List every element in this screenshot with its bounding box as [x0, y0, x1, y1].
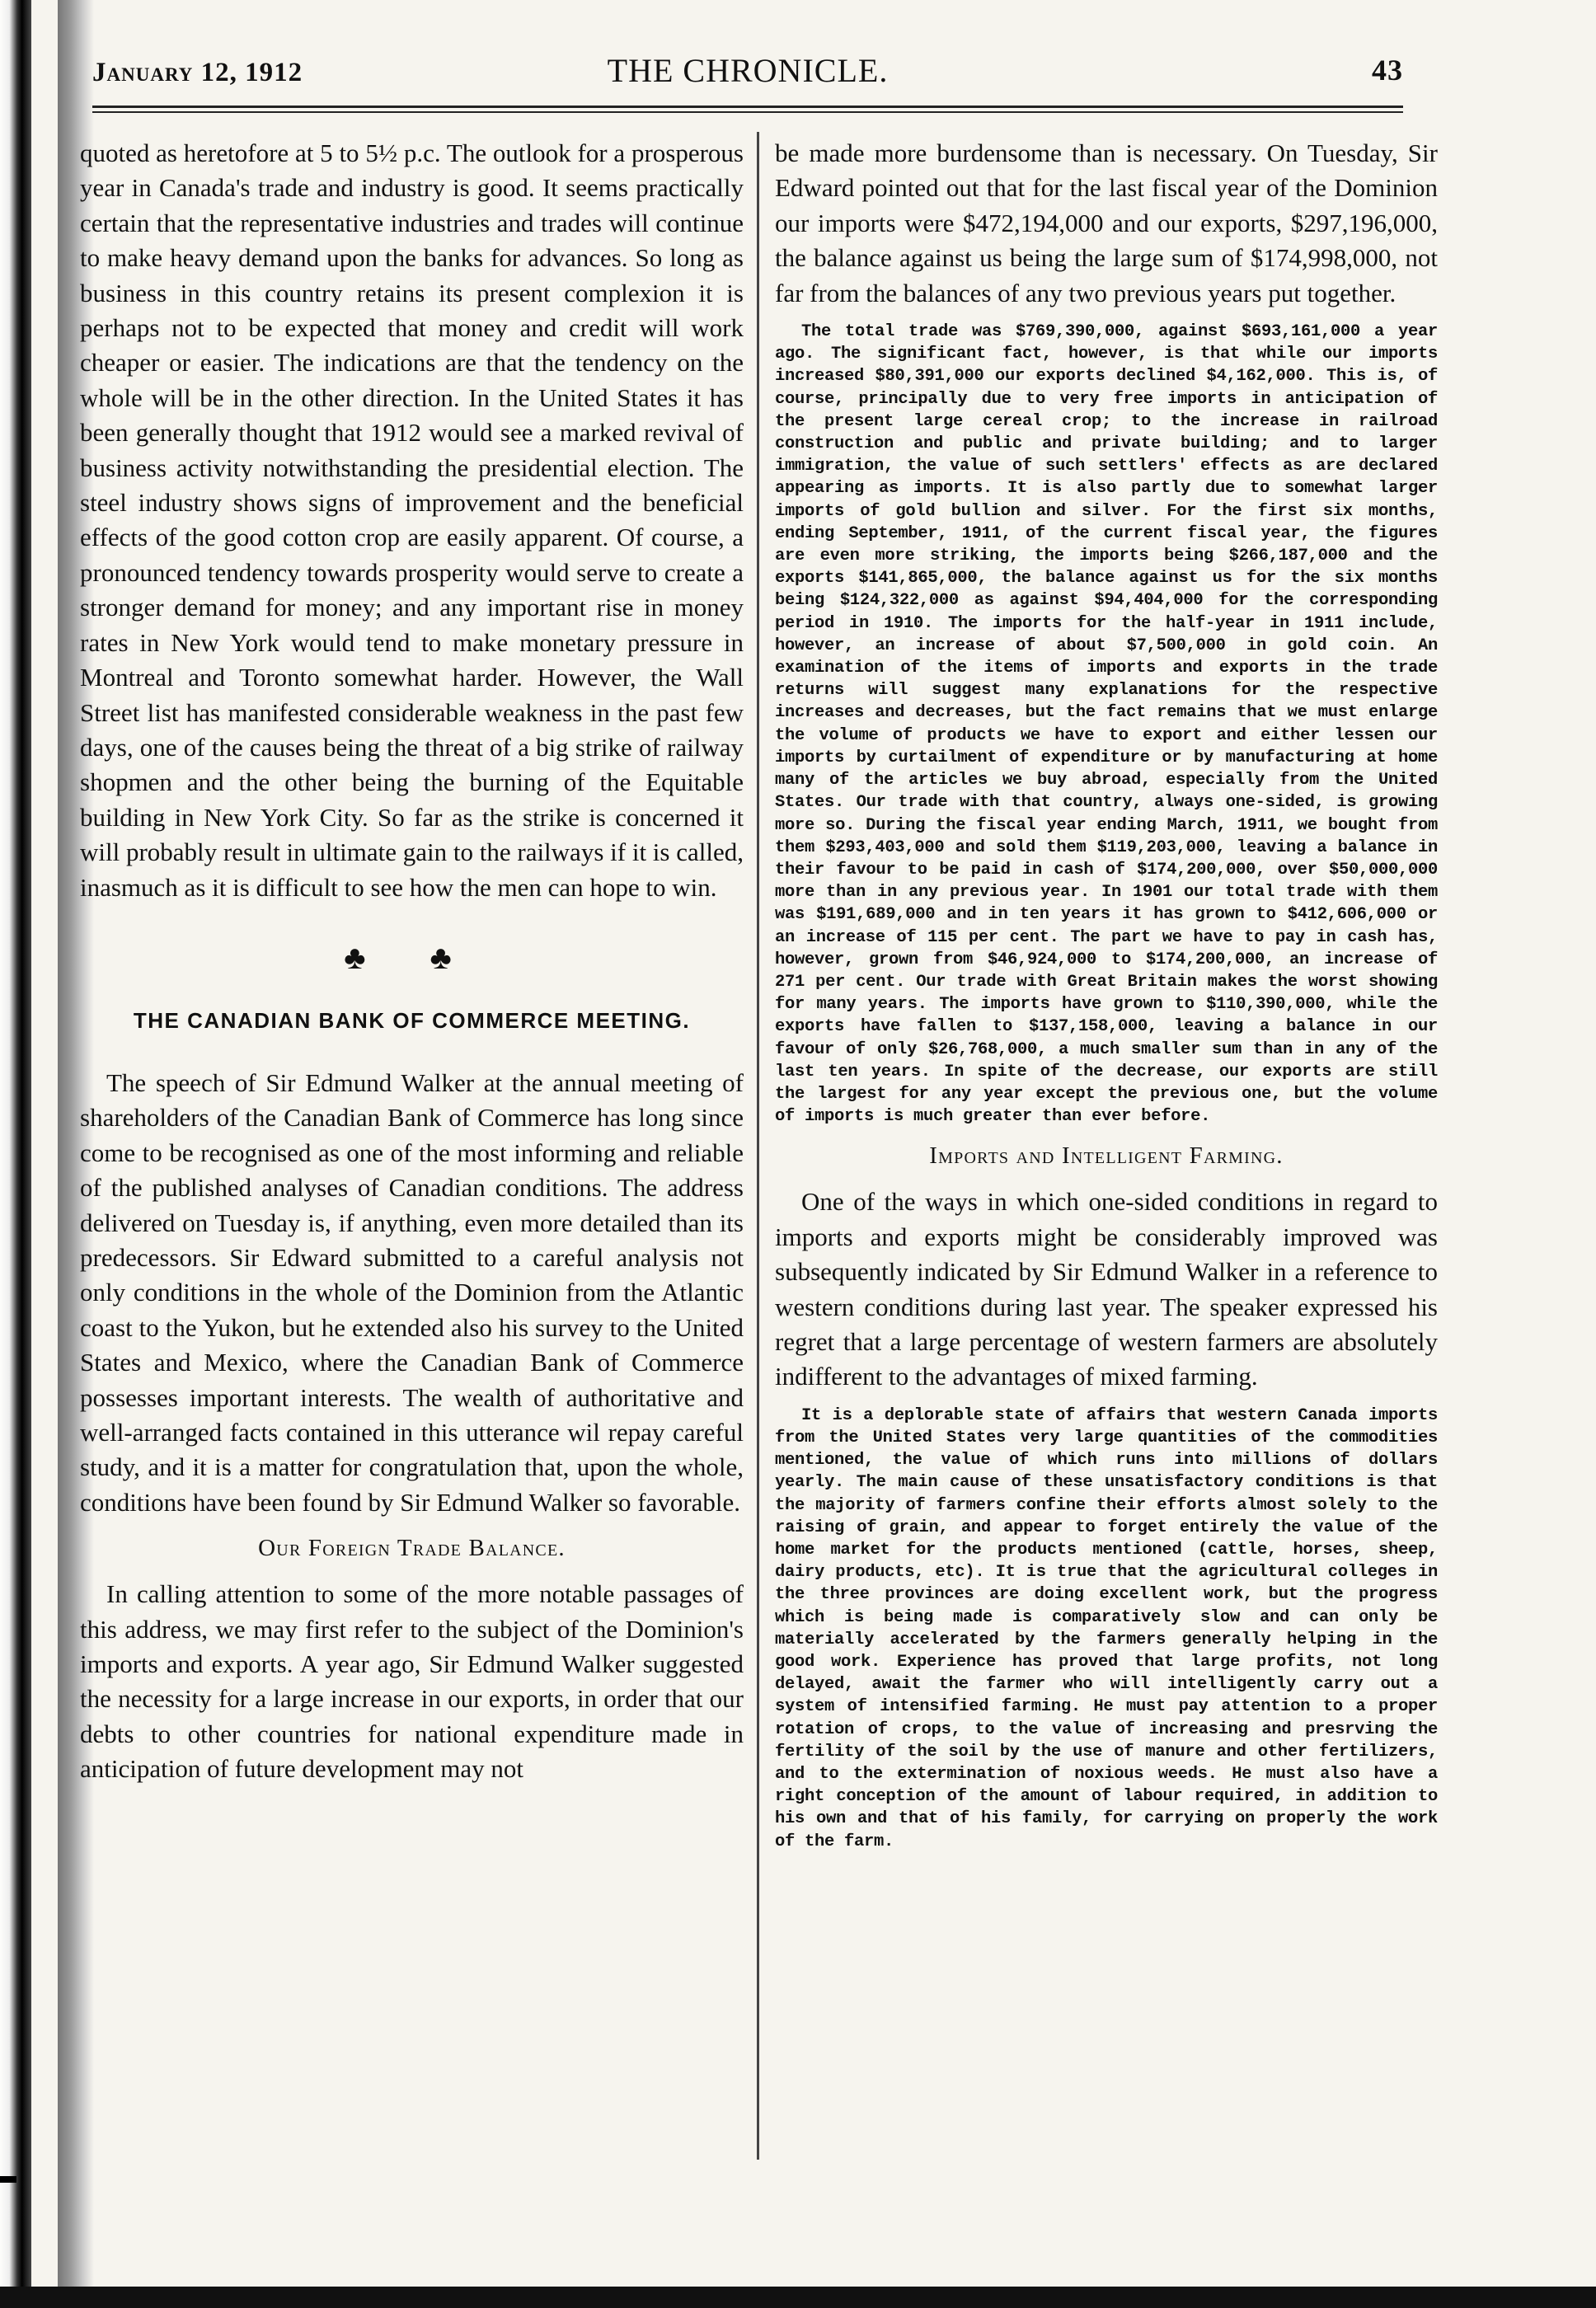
quoted-trade-statistics: The total trade was $769,390,000, against $693,161,000 a year ago. The significant fact, however, is that while our imports increased $80,391,000 our exports declined $4,162,000. This is, of course, principally due to very free imports in anticipation of the present large cereal crop; to the increase in railroad construction and public and private building; and to larger immigration, the value of such settlers' effects as are declared appearing as imports. It is also partly due to somewhat larger imports of gold bullion and silver. For the first six months, ending September, 1911, of the current fiscal year, the figures are even more striking, the imports being $266,187,000 and the exports $141,865,000, the balance against us for the six months being $124,322,000 as against $94,404,000 for the corresponding period in 1910. The imports for the half-year in 1911 include, however, an increase of about $7,500,000 in gold coin. An examination of the items of imports and exports in the trade returns will suggest many explanations for the respective increases and decreases, but the fact remains that we must enlarge the volume of products we have to export and either lessen our imports by curtailment of expenditure or by manufacturing at home many of the articles we buy abroad, especially from the United States. Our trade with that country, always one-sided, is growing more so. During the fiscal year ending March, 1911, we bought from them $293,403,000 and sold them $119,203,000, leaving a balance in their favour to be paid in cash of $174,200,000, over $50,000,000 more than in any previous year. In 1901 our total trade with them was $191,689,000 and in ten years it has grown to $412,606,000 or an increase of 115 per cent. The part we have to pay in cash has, however, grown from $46,924,000 to $174,200,000, an increase of 271 per cent. Our trade with Great Britain makes the worst showing for many years. The imports have grown to $110,390,000, while the exports have fallen to $137,158,000, leaving a balance in our favour of only $26,768,000, a much smaller sum than in any of the last ten years. In spite of the decrease, our exports are still the largest for any year except the previous one, but the volume of imports is much greater than ever before.: [775, 322, 1438, 1127]
left-column: [80, 136, 744, 1787]
right-column: [775, 136, 1438, 1853]
column-divider: [757, 132, 759, 2160]
paragraph-trade-figures: be made more burdensome than is necessary. On Tuesday, Sir Edward pointed out that for the last fiscal year of the Dominion our imports were $472,194,000 and our exports, $297,196,000, the balance against us being the large sum of $174,998,000, not far from the balances of any two previous years put together.: [775, 138, 1438, 307]
issue-date: January 12, 1912: [92, 58, 303, 87]
quoted-farming-passage: It is a deplorable state of affairs that western Canada imports from the United States very large quantities of the commodities mentioned, the value of which runs into millions of dollars yearly. The main cause of these unsatisfactory conditions is that the majority of farmers confine their efforts almost solely to the raising of grain, and appear to forget entirely the value of the home market for the products mentioned (cattle, horses, sheep, dairy products, etc). It is true that the agricultural colleges in the three provinces are doing excellent work, but the progress which is being made is comparatively slow and can only be materially accelerated by the farmers generally helping in the good work. Experience has proved that large profits, not long delayed, await the farmer who will intelligently carry out a system of intensified farming. He must pay attention to a proper rotation of crops, to the value of increasing and presrving the fertility of the soil by the use of manure and other fertilizers, and to the extermination of noxious weeds. He must also have a right conception of the amount of labour required, in addition to his own and that of his family, for carrying on properly the work of the farm.: [775, 1405, 1438, 1851]
paragraph-money-outlook: quoted as heretofore at 5 to 5½ p.c. The outlook for a prosperous year in Canada's trade and industry is good. It seems practically certain that the representative industries and trades will continue to make heavy demand upon the banks for advances. So long as business in this country retains its present complexion it is perhaps not to be expected that money and credit will work cheaper or easier. The indications are that the tendency on the whole will be in the other direction. In the United States it has been generally thought that 1912 would see a marked revival of business activity notwithstanding the presidential election. The steel industry shows signs of improvement and the beneficial effects of the good cotton crop are easily apparent. Of course, a pronounced tendency towards prosperity would serve to create a stronger demand for money; and any important rise in money rates in New York would tend to make monetary pressure in Montreal and Toronto somewhat harder. However, the Wall Street list has manifested considerable weakness in the past few days, one of the causes being the threat of a big strike of railway shopmen and the other being the burning of the Equitable building in New York City. So far as the strike is concerned it will probably result in ultimate gain to the railways if it is called, inasmuch as it is difficult to see how the men can hope to win.: [80, 138, 744, 902]
page-binding-edge: [0, 0, 31, 2308]
publication-title: THE CHRONICLE.: [607, 52, 889, 89]
subheading-foreign-trade: Our Foreign Trade Balance.: [258, 1535, 566, 1562]
scan-bottom-edge: [0, 2287, 1596, 2308]
subheading-intelligent-farming: Imports and Intelligent Farming.: [929, 1142, 1284, 1170]
paragraph-western-farming: One of the ways in which one-sided conditions in regard to imports and exports might be considerably improved was subsequently indicated by Sir Edmund Walker in a reference to western conditions during last year. The speaker expressed his regret that a large percentage of western farmers are absolutely indifferent to the advantages of mixed farming.: [775, 1187, 1438, 1391]
page-edge-mark: [0, 2176, 16, 2183]
page-number: 43: [1372, 54, 1403, 87]
running-header: [92, 51, 1403, 101]
paragraph-walker-speech: The speech of Sir Edmund Walker at the annual meeting of shareholders of the Canadian Bank of Commerce has long since come to be recognised as one of the most informing and reliable of the published analyses of Canadian conditions. The address delivered on Tuesday is, if anything, even more detailed than its predecessors. Sir Edward submitted to a careful analysis not only conditions in the whole of the Dominion from the Atlantic coast to the Yukon, but he extended also his survey to the United States and Mexico, where the Canadian Bank of Commerce possesses important interests. The wealth of authoritative and well-arranged facts contained in this utterance wil repay careful study, and it is a matter for congratulation that, upon the whole, conditions have been found by Sir Edmund Walker so favorable.: [80, 1067, 744, 1517]
header-rule-top: [92, 106, 1403, 108]
header-rule-bottom: [92, 111, 1403, 113]
section-ornament: ♣ ♣: [344, 938, 480, 976]
article-heading: THE CANADIAN BANK OF COMMERCE MEETING.: [133, 1007, 691, 1033]
paragraph-imports-exports: In calling attention to some of the more notable passages of this address, we may first refer to the subject of the Dominion's imports and exports. A year ago, Sir Edmund Walker suggested the necessity for a large increase in our exports, in order that our debts to other countries for national expenditure made in anticipation of future development may not: [80, 1579, 744, 1784]
